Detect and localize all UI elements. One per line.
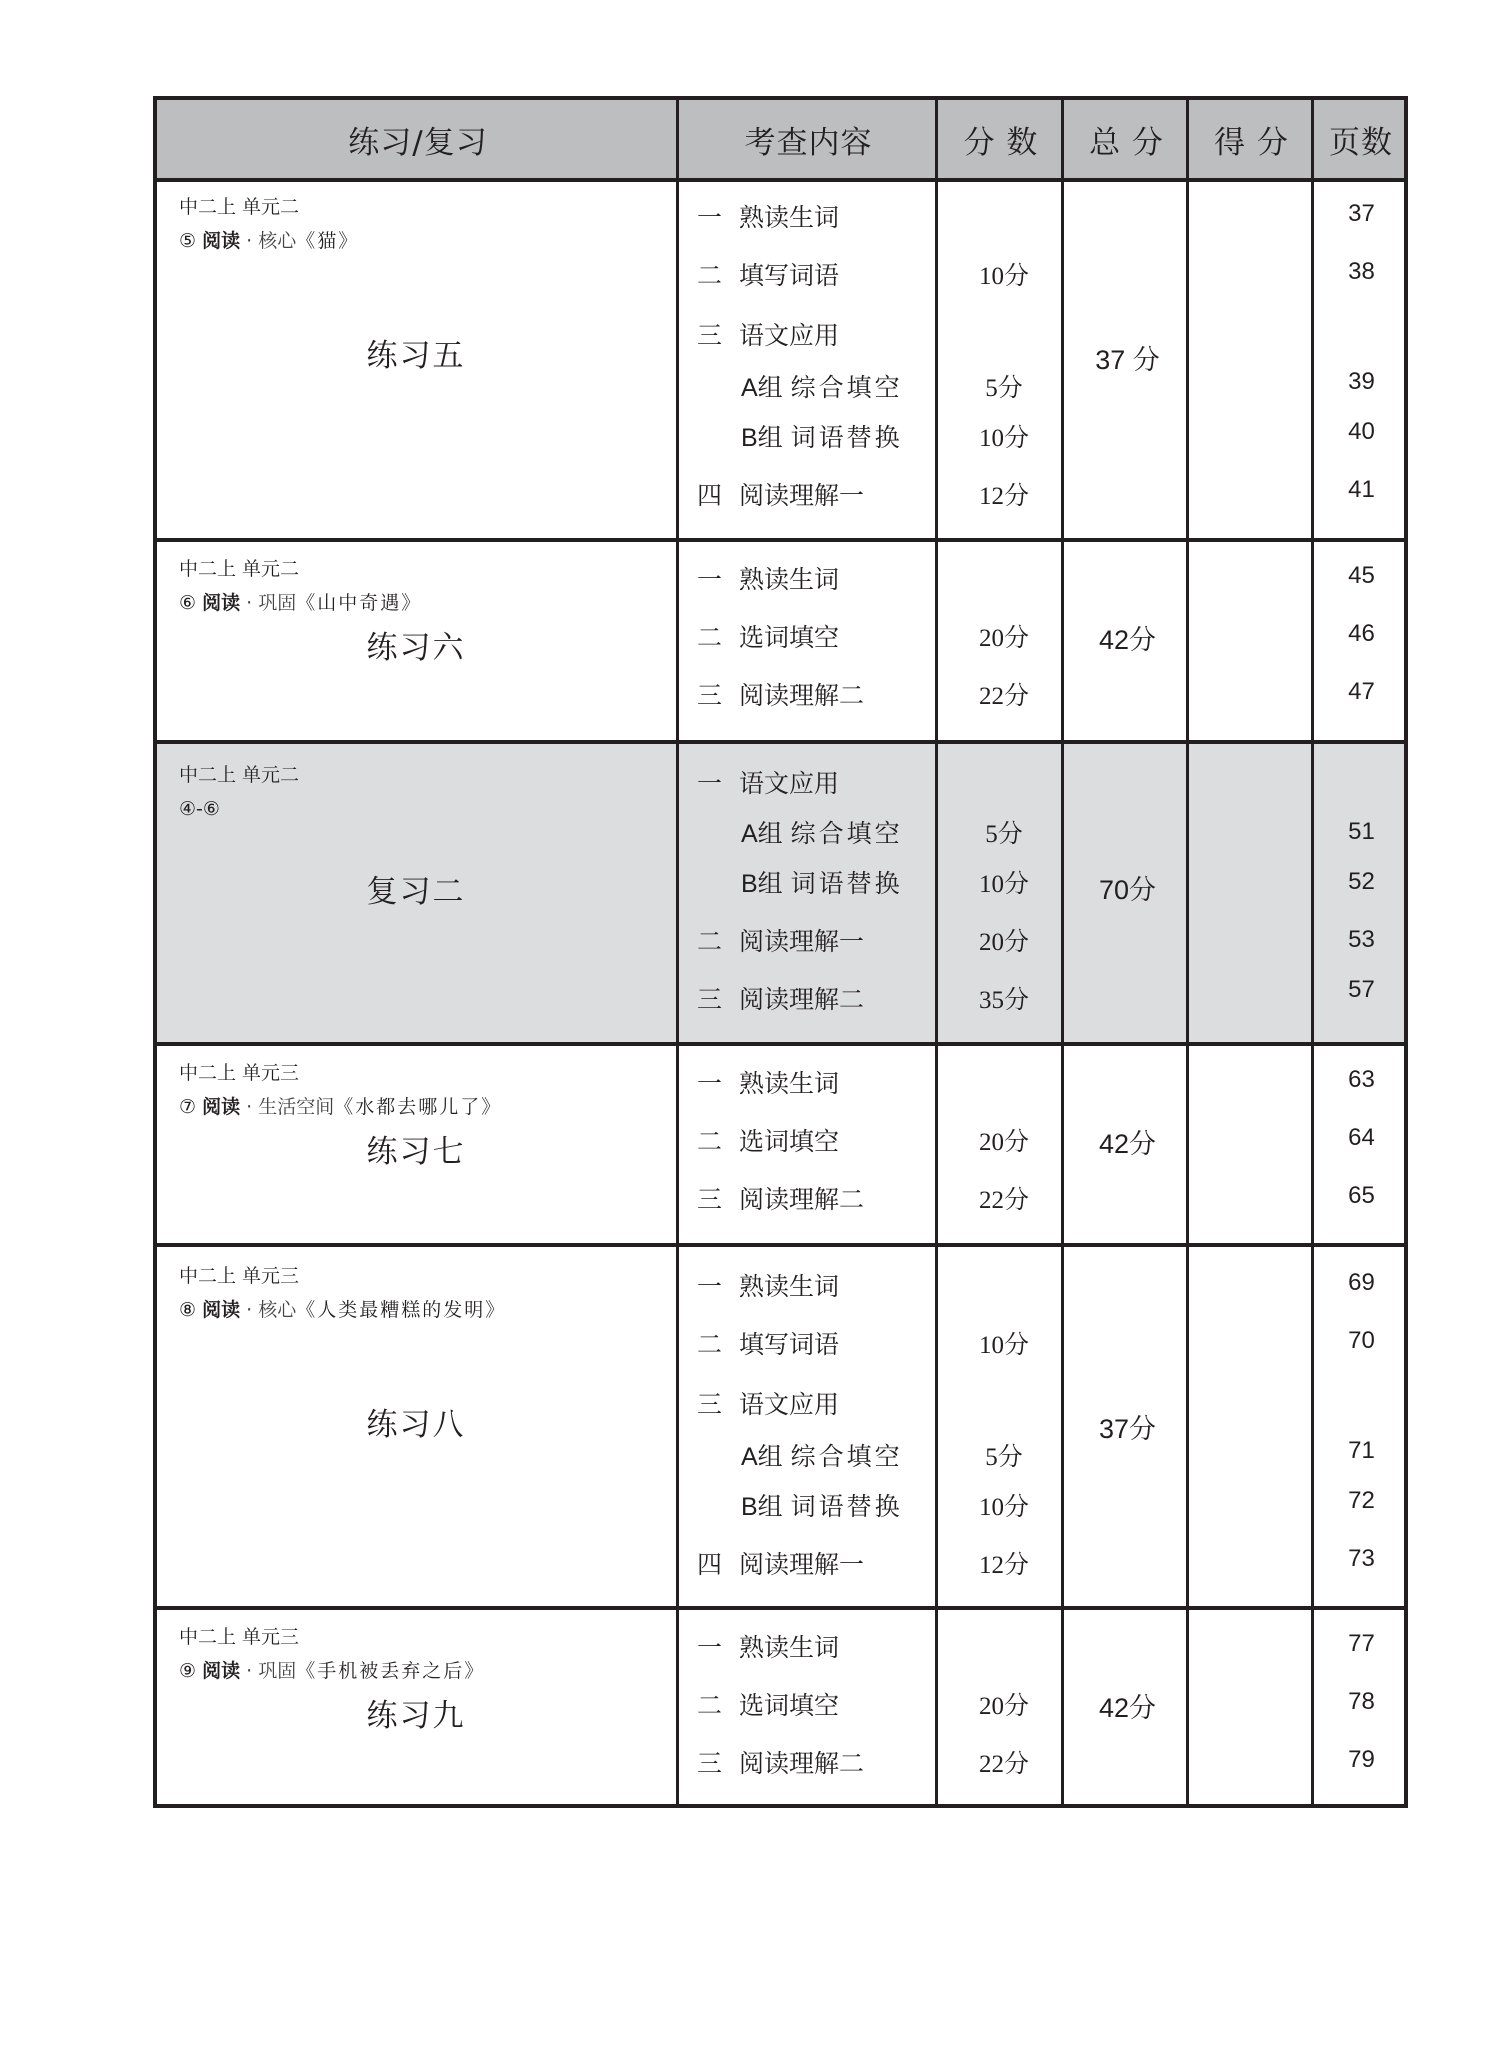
lesson-title: 《人类最糟糕的发明》 xyxy=(296,1299,507,1321)
exercise-title: 练习七 xyxy=(366,1134,466,1170)
lesson-title: 《手机被丢弃之后》 xyxy=(296,1660,486,1682)
grade-unit: 中二上 单元三 xyxy=(179,1626,300,1648)
exercise-title: 练习九 xyxy=(366,1698,466,1734)
grade-unit: 中二上 单元二 xyxy=(179,558,300,580)
lesson-title: 《猫》 xyxy=(296,230,360,252)
page-number: 37 xyxy=(1348,200,1375,227)
item-score: 12分 xyxy=(978,483,1029,510)
content-subitem: A组 综合填空 xyxy=(741,1442,903,1471)
page-number: 69 xyxy=(1348,1269,1375,1296)
exercise-schedule-table xyxy=(153,96,1408,1808)
item-score: 20分 xyxy=(978,625,1029,652)
lesson-sep: · xyxy=(246,230,253,252)
page-number: 53 xyxy=(1348,926,1375,953)
grade-unit: 中二上 单元三 xyxy=(179,1265,300,1287)
grade-unit: 中二上 单元二 xyxy=(179,764,300,786)
total-score: 37 分 xyxy=(1095,345,1160,375)
item-score: 22分 xyxy=(978,1751,1029,1778)
page-number: 78 xyxy=(1348,1688,1375,1715)
section-row xyxy=(157,178,1404,542)
content-item: 四 阅读理解一 xyxy=(697,1550,865,1579)
column-divider xyxy=(935,100,938,1804)
lesson-sep: · xyxy=(246,592,253,614)
lesson-meta xyxy=(179,758,299,826)
exercise-title: 练习五 xyxy=(366,338,466,374)
content-item: 二 选词填空 xyxy=(697,1127,840,1156)
grade-unit: 中二上 单元三 xyxy=(179,1062,300,1084)
header-pages: 页数 xyxy=(1329,124,1393,161)
item-score: 10分 xyxy=(978,263,1029,290)
content-subitem: A组 综合填空 xyxy=(741,373,903,402)
page-number: 46 xyxy=(1348,620,1375,647)
lesson-meta xyxy=(179,1056,502,1124)
lesson-type: 阅读 xyxy=(202,1660,241,1682)
page-number: 72 xyxy=(1348,1487,1375,1514)
lesson-meta xyxy=(179,190,359,258)
item-score: 22分 xyxy=(978,1187,1029,1214)
page-number: 47 xyxy=(1348,678,1375,705)
exercise-title: 练习六 xyxy=(366,630,466,666)
total-score: 42分 xyxy=(1098,625,1157,655)
item-score: 10分 xyxy=(978,1332,1029,1359)
item-score: 5分 xyxy=(985,375,1023,402)
content-subitem: B组 词语替换 xyxy=(741,869,903,898)
content-subitem: B组 词语替换 xyxy=(741,423,903,452)
content-subitem: A组 综合填空 xyxy=(741,819,903,848)
page-number: 39 xyxy=(1348,368,1375,395)
lesson-meta xyxy=(179,552,422,620)
content-item: 二 选词填空 xyxy=(697,1691,840,1720)
column-divider xyxy=(676,100,679,1804)
lesson-type: 阅读 xyxy=(202,1299,241,1321)
lesson-meta xyxy=(179,1259,506,1327)
content-item: 二 填写词语 xyxy=(697,261,840,290)
total-score: 37分 xyxy=(1098,1414,1157,1444)
item-score: 10分 xyxy=(978,1494,1029,1521)
section-row xyxy=(157,1247,1404,1610)
content-item: 一 熟读生词 xyxy=(697,203,840,232)
lesson-tag: 巩固 xyxy=(258,592,297,614)
total-score: 42分 xyxy=(1098,1129,1157,1159)
content-item: 一 熟读生词 xyxy=(697,1633,840,1662)
lesson-title: 《水都去哪儿了》 xyxy=(334,1096,503,1118)
content-subitem: B组 词语替换 xyxy=(741,1492,903,1521)
page-number: 45 xyxy=(1348,562,1375,589)
lesson-number: ⑧ xyxy=(179,1299,197,1321)
page-number: 57 xyxy=(1348,976,1375,1003)
lesson-sep: · xyxy=(246,1299,253,1321)
content-item: 二 阅读理解一 xyxy=(697,927,865,956)
lesson-type: 阅读 xyxy=(202,1096,241,1118)
page-number: 63 xyxy=(1348,1066,1375,1093)
content-item: 二 填写词语 xyxy=(697,1330,840,1359)
lesson-type: 阅读 xyxy=(202,592,241,614)
lesson-number: ⑦ xyxy=(179,1096,197,1118)
lesson-sep: · xyxy=(246,1096,253,1118)
content-item: 一 语文应用 xyxy=(697,769,840,798)
item-score: 20分 xyxy=(978,1129,1029,1156)
header-obtained: 得 分 xyxy=(1214,124,1289,161)
total-score: 42分 xyxy=(1098,1693,1157,1723)
grade-unit: 中二上 单元二 xyxy=(179,196,300,218)
review-title: 复习二 xyxy=(366,874,466,910)
page-number: 65 xyxy=(1348,1182,1375,1209)
page-number: 40 xyxy=(1348,418,1375,445)
total-score: 70分 xyxy=(1098,875,1157,905)
item-score: 10分 xyxy=(978,871,1029,898)
content-item: 四 阅读理解一 xyxy=(697,481,865,510)
page-number: 51 xyxy=(1348,818,1375,845)
lesson-number: ⑤ xyxy=(179,230,197,252)
item-score: 5分 xyxy=(985,821,1023,848)
content-item: 二 选词填空 xyxy=(697,623,840,652)
review-section-row xyxy=(157,744,1404,1046)
page-number: 79 xyxy=(1348,1746,1375,1773)
lesson-tag: 核心 xyxy=(258,230,297,252)
lesson-range: ④-⑥ xyxy=(179,798,220,820)
content-item: 一 熟读生词 xyxy=(697,1272,840,1301)
item-score: 12分 xyxy=(978,1552,1029,1579)
column-divider xyxy=(1061,100,1064,1804)
lesson-title: 《山中奇遇》 xyxy=(296,592,423,614)
column-divider xyxy=(1311,100,1314,1804)
content-item: 一 熟读生词 xyxy=(697,565,840,594)
header-content: 考查内容 xyxy=(744,124,873,161)
exercise-title: 练习八 xyxy=(366,1407,466,1443)
lesson-tag: 生活空间 xyxy=(258,1096,335,1118)
lesson-type: 阅读 xyxy=(202,230,241,252)
page-number: 41 xyxy=(1348,476,1375,503)
content-item: 三 阅读理解二 xyxy=(697,985,865,1014)
content-item: 三 阅读理解二 xyxy=(697,1185,865,1214)
content-item: 三 语文应用 xyxy=(697,321,840,350)
item-score: 20分 xyxy=(978,1693,1029,1720)
content-item: 三 阅读理解二 xyxy=(697,681,865,710)
table-header xyxy=(157,100,1404,182)
lesson-sep: · xyxy=(246,1660,253,1682)
section-row xyxy=(157,542,1404,744)
page-number: 73 xyxy=(1348,1545,1375,1572)
content-item: 三 阅读理解二 xyxy=(697,1749,865,1778)
item-score: 5分 xyxy=(985,1444,1023,1471)
page-number: 64 xyxy=(1348,1124,1375,1151)
content-item: 一 熟读生词 xyxy=(697,1069,840,1098)
header-score: 分 数 xyxy=(963,124,1039,161)
column-divider xyxy=(1186,100,1189,1804)
header-exercise: 练习/复习 xyxy=(348,124,488,161)
lesson-tag: 核心 xyxy=(258,1299,297,1321)
page-number: 77 xyxy=(1348,1630,1375,1657)
item-score: 35分 xyxy=(978,987,1029,1014)
page-number: 38 xyxy=(1348,258,1375,285)
section-row xyxy=(157,1610,1404,1804)
lesson-number: ⑥ xyxy=(179,592,197,614)
page-number: 70 xyxy=(1348,1327,1375,1354)
item-score: 10分 xyxy=(978,425,1029,452)
lesson-meta xyxy=(179,1620,485,1688)
section-row xyxy=(157,1046,1404,1247)
header-total: 总 分 xyxy=(1089,124,1164,161)
page-number: 71 xyxy=(1348,1437,1375,1464)
content-item: 三 语文应用 xyxy=(697,1390,840,1419)
item-score: 20分 xyxy=(978,929,1029,956)
lesson-number: ⑨ xyxy=(179,1660,197,1682)
item-score: 22分 xyxy=(978,683,1029,710)
page-number: 52 xyxy=(1348,868,1375,895)
lesson-tag: 巩固 xyxy=(258,1660,297,1682)
